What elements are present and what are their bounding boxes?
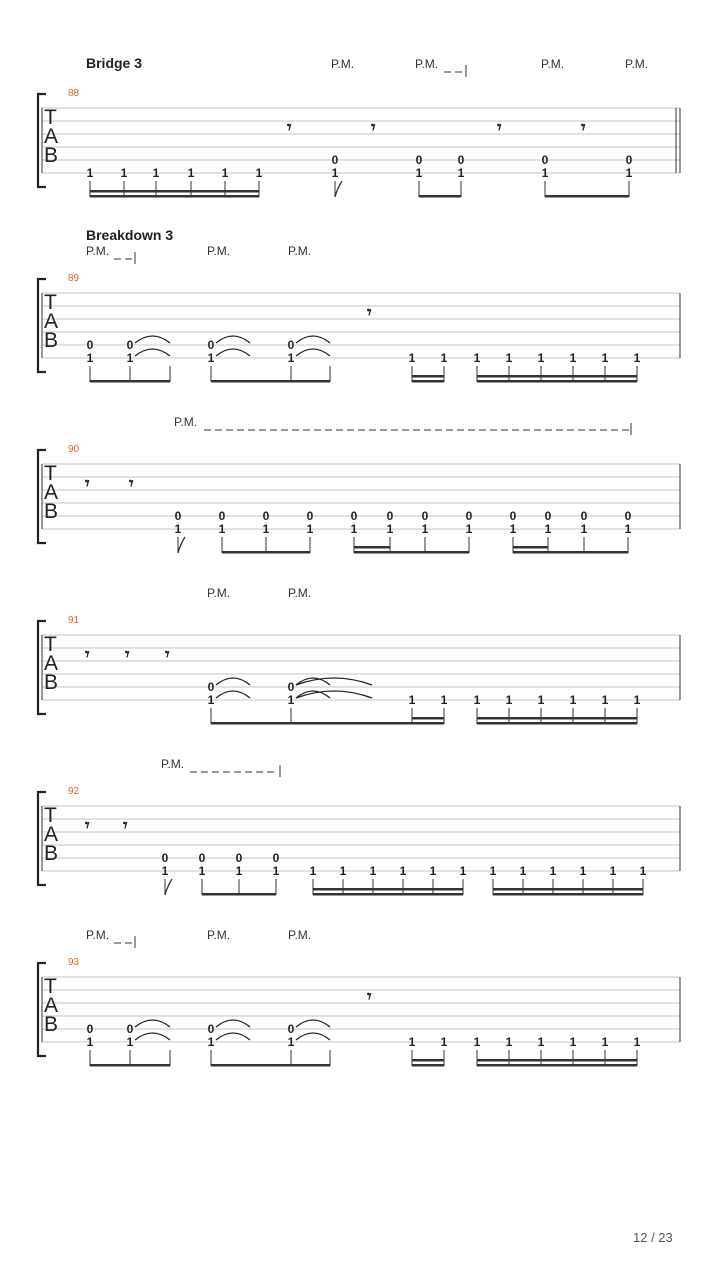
- eighth-rest: 𝄾: [125, 645, 130, 665]
- tab-clef-letter: B: [44, 671, 59, 694]
- fret-number: 0: [306, 509, 314, 523]
- fret-number: 1: [601, 351, 609, 365]
- beam: [513, 546, 548, 549]
- fret-number: 0: [207, 338, 215, 352]
- beam: [412, 1064, 444, 1067]
- note: [219, 509, 226, 553]
- fret-number: 1: [549, 864, 557, 878]
- fret-number: 1: [465, 522, 473, 536]
- note: [127, 1022, 134, 1066]
- fret-number: 1: [473, 351, 481, 365]
- tab-clef-letter: A: [44, 125, 59, 148]
- beam: [412, 717, 444, 720]
- fret-number: 0: [625, 153, 633, 167]
- tab-clef-letter: T: [44, 462, 57, 485]
- beam: [419, 195, 461, 198]
- fret-number: 1: [415, 166, 423, 180]
- note: [625, 509, 632, 553]
- fret-number: 1: [207, 1035, 215, 1049]
- beam: [130, 380, 170, 383]
- fret-number: 1: [429, 864, 437, 878]
- measure-number: 89: [68, 273, 80, 284]
- tie: [296, 1020, 330, 1027]
- eighth-rest: 𝄾: [367, 987, 372, 1007]
- fret-number: 1: [309, 864, 317, 878]
- staff-system-88: [38, 55, 680, 198]
- fret-number: 1: [399, 864, 407, 878]
- fret-number: 1: [421, 522, 429, 536]
- fret-number: 1: [580, 522, 588, 536]
- fret-number: 1: [639, 864, 647, 878]
- fret-number: 1: [126, 1035, 134, 1049]
- eighth-rest: 𝄾: [129, 474, 134, 494]
- tab-clef-letter: B: [44, 144, 59, 167]
- tie: [135, 1033, 170, 1040]
- note: [236, 851, 243, 895]
- fret-number: 1: [350, 522, 358, 536]
- fret-number: 1: [306, 522, 314, 536]
- fret-number: 1: [339, 864, 347, 878]
- note: [307, 509, 314, 553]
- fret-number: 1: [207, 351, 215, 365]
- beam: [291, 722, 412, 725]
- note: [199, 851, 206, 895]
- tie: [216, 1033, 250, 1040]
- fret-number: 1: [579, 864, 587, 878]
- fret-number: 0: [541, 153, 549, 167]
- palm-mute-label: P.M.: [331, 57, 355, 71]
- palm-mute-label: P.M.: [161, 757, 185, 771]
- beam: [477, 722, 637, 725]
- palm-mute-label: P.M.: [86, 244, 110, 258]
- beam: [313, 893, 463, 896]
- tab-clef-letter: T: [44, 804, 57, 827]
- fret-number: 1: [601, 693, 609, 707]
- fret-number: 0: [272, 851, 280, 865]
- note: [581, 509, 588, 553]
- beam: [513, 551, 628, 554]
- tie: [216, 336, 250, 343]
- fret-number: 1: [272, 864, 280, 878]
- tab-clef-letter: B: [44, 842, 59, 865]
- fret-number: 1: [509, 522, 517, 536]
- fret-number: 1: [537, 1035, 545, 1049]
- note: [458, 153, 465, 197]
- fret-number: 0: [235, 851, 243, 865]
- fret-number: 1: [473, 693, 481, 707]
- fret-number: 1: [86, 351, 94, 365]
- fret-number: 0: [262, 509, 270, 523]
- fret-number: 1: [505, 351, 513, 365]
- measure-number: 91: [68, 615, 80, 626]
- tie: [296, 336, 330, 343]
- palm-mute-label: P.M.: [415, 57, 439, 71]
- tab-clef-letter: A: [44, 310, 59, 333]
- beam: [291, 1064, 330, 1067]
- tab-clef-letter: T: [44, 633, 57, 656]
- palm-mute-label: P.M.: [288, 928, 312, 942]
- palm-mute-label: P.M.: [207, 586, 231, 600]
- fret-number: 0: [415, 153, 423, 167]
- fret-number: 1: [440, 1035, 448, 1049]
- beam: [90, 190, 259, 193]
- fret-number: 1: [221, 166, 229, 180]
- fret-number: 0: [161, 851, 169, 865]
- fret-number: 1: [174, 522, 182, 536]
- beam: [211, 380, 291, 383]
- fret-number: 0: [126, 1022, 134, 1036]
- eighth-rest: 𝄾: [367, 303, 372, 323]
- fret-number: 1: [537, 693, 545, 707]
- beam: [202, 893, 276, 896]
- beam: [222, 551, 310, 554]
- fret-number: 1: [505, 693, 513, 707]
- fret-number: 1: [569, 351, 577, 365]
- section-label: Bridge 3: [86, 55, 143, 71]
- fret-number: 1: [287, 1035, 295, 1049]
- note: [87, 1022, 94, 1066]
- palm-mute-label: P.M.: [288, 586, 312, 600]
- beam: [412, 380, 444, 383]
- fret-number: 1: [537, 351, 545, 365]
- fret-number: 0: [126, 338, 134, 352]
- beam: [90, 1064, 130, 1067]
- tab-clef-letter: A: [44, 481, 59, 504]
- note: [87, 338, 94, 382]
- beam: [493, 888, 643, 891]
- fret-number: 1: [505, 1035, 513, 1049]
- note: [127, 338, 134, 382]
- fret-number: 0: [421, 509, 429, 523]
- palm-mute-label: P.M.: [207, 244, 231, 258]
- fret-number: 1: [633, 351, 641, 365]
- eighth-rest: 𝄾: [123, 816, 128, 836]
- eighth-rest: 𝄾: [85, 474, 90, 494]
- fret-number: 1: [218, 522, 226, 536]
- fret-number: 1: [519, 864, 527, 878]
- tie: [296, 1033, 330, 1040]
- fret-number: 1: [126, 351, 134, 365]
- note-flag: [335, 181, 342, 197]
- beam: [477, 380, 637, 383]
- fret-number: 0: [350, 509, 358, 523]
- tab-clef-letter: T: [44, 106, 57, 129]
- note-flag: [165, 879, 172, 895]
- fret-number: 0: [86, 1022, 94, 1036]
- note: [288, 338, 295, 382]
- eighth-rest: 𝄾: [287, 118, 292, 138]
- fret-number: 1: [459, 864, 467, 878]
- fret-number: 1: [408, 351, 416, 365]
- note: [416, 153, 423, 197]
- tie: [216, 1020, 250, 1027]
- note: [288, 1022, 295, 1066]
- fret-number: 0: [509, 509, 517, 523]
- fret-number: 1: [152, 166, 160, 180]
- fret-number: 1: [569, 1035, 577, 1049]
- measure-number: 92: [68, 786, 80, 797]
- section-label: Breakdown 3: [86, 227, 174, 243]
- fret-number: 1: [625, 166, 633, 180]
- fret-number: 1: [544, 522, 552, 536]
- eighth-rest: 𝄾: [581, 118, 586, 138]
- beam: [211, 722, 291, 725]
- fret-number: 1: [187, 166, 195, 180]
- beam: [477, 1059, 637, 1062]
- tab-clef-letter: B: [44, 329, 59, 352]
- staff-system-90: [38, 415, 680, 554]
- note: [208, 1022, 215, 1066]
- beam: [130, 1064, 170, 1067]
- note: [263, 509, 270, 553]
- beam: [90, 380, 130, 383]
- page-number: 12 / 23: [633, 1230, 673, 1245]
- fret-number: 0: [174, 509, 182, 523]
- palm-mute-label: P.M.: [288, 244, 312, 258]
- tie: [135, 1020, 170, 1027]
- beam: [313, 888, 463, 891]
- beam: [477, 1064, 637, 1067]
- fret-number: 1: [609, 864, 617, 878]
- eighth-rest: 𝄾: [85, 816, 90, 836]
- fret-number: 1: [386, 522, 394, 536]
- note: [626, 153, 633, 197]
- fret-number: 0: [287, 1022, 295, 1036]
- eighth-rest: 𝄾: [165, 645, 170, 665]
- fret-number: 1: [408, 1035, 416, 1049]
- palm-mute-label: P.M.: [86, 928, 110, 942]
- fret-number: 1: [489, 864, 497, 878]
- note: [208, 338, 215, 382]
- fret-number: 0: [465, 509, 473, 523]
- fret-number: 1: [235, 864, 243, 878]
- tie: [135, 349, 170, 356]
- note: [273, 851, 280, 895]
- fret-number: 1: [569, 693, 577, 707]
- measure-number: 90: [68, 444, 80, 455]
- fret-number: 1: [601, 1035, 609, 1049]
- fret-number: 1: [440, 693, 448, 707]
- note: [422, 509, 429, 553]
- beam: [354, 546, 390, 549]
- beam: [354, 551, 469, 554]
- tie: [216, 691, 250, 698]
- fret-number: 1: [287, 693, 295, 707]
- fret-number: 0: [287, 680, 295, 694]
- fret-number: 1: [262, 522, 270, 536]
- fret-number: 1: [86, 166, 94, 180]
- fret-number: 1: [624, 522, 632, 536]
- fret-number: 1: [120, 166, 128, 180]
- fret-number: 1: [287, 351, 295, 365]
- fret-number: 1: [440, 351, 448, 365]
- palm-mute-label: P.M.: [625, 57, 649, 71]
- fret-number: 1: [408, 693, 416, 707]
- beam: [291, 380, 330, 383]
- beam: [477, 717, 637, 720]
- measure-number: 93: [68, 957, 80, 968]
- measure-number: 88: [68, 88, 80, 99]
- fret-number: 0: [386, 509, 394, 523]
- fret-number: 1: [473, 1035, 481, 1049]
- tie: [135, 336, 170, 343]
- beam: [545, 195, 629, 198]
- beam: [412, 1059, 444, 1062]
- fret-number: 0: [287, 338, 295, 352]
- beam: [211, 1064, 291, 1067]
- eighth-rest: 𝄾: [371, 118, 376, 138]
- staff-system-91: [38, 586, 680, 725]
- fret-number: 0: [544, 509, 552, 523]
- fret-number: 0: [624, 509, 632, 523]
- fret-number: 0: [218, 509, 226, 523]
- fret-number: 0: [580, 509, 588, 523]
- beam: [493, 893, 643, 896]
- palm-mute-label: P.M.: [174, 415, 198, 429]
- fret-number: 0: [86, 338, 94, 352]
- tab-clef-letter: T: [44, 975, 57, 998]
- tab-clef-letter: A: [44, 994, 59, 1017]
- tab-clef-letter: B: [44, 1013, 59, 1036]
- fret-number: 1: [369, 864, 377, 878]
- fret-number: 1: [633, 693, 641, 707]
- fret-number: 1: [198, 864, 206, 878]
- fret-number: 1: [207, 693, 215, 707]
- fret-number: 0: [207, 680, 215, 694]
- tab-clef-letter: A: [44, 652, 59, 675]
- beam: [477, 375, 637, 378]
- fret-number: 0: [457, 153, 465, 167]
- fret-number: 1: [86, 1035, 94, 1049]
- tab-clef-letter: A: [44, 823, 59, 846]
- eighth-rest: 𝄾: [497, 118, 502, 138]
- tie: [216, 349, 250, 356]
- note: [542, 153, 549, 197]
- tab-clef-letter: B: [44, 500, 59, 523]
- beam: [412, 375, 444, 378]
- palm-mute-label: P.M.: [207, 928, 231, 942]
- note: [208, 680, 215, 724]
- fret-number: 0: [198, 851, 206, 865]
- staff-system-89: [38, 227, 680, 383]
- tie: [296, 349, 330, 356]
- staff-system-92: [38, 757, 680, 896]
- fret-number: 0: [331, 153, 339, 167]
- fret-number: 1: [541, 166, 549, 180]
- staff-system-93: [38, 928, 680, 1067]
- beam: [412, 722, 444, 725]
- fret-number: 1: [331, 166, 339, 180]
- fret-number: 1: [255, 166, 263, 180]
- palm-mute-label: P.M.: [541, 57, 565, 71]
- note: [466, 509, 473, 553]
- fret-number: 1: [633, 1035, 641, 1049]
- eighth-rest: 𝄾: [85, 645, 90, 665]
- fret-number: 1: [161, 864, 169, 878]
- tab-clef-letter: T: [44, 291, 57, 314]
- fret-number: 0: [207, 1022, 215, 1036]
- fret-number: 1: [457, 166, 465, 180]
- beam: [90, 195, 259, 198]
- tie: [216, 678, 250, 685]
- note-flag: [178, 537, 185, 553]
